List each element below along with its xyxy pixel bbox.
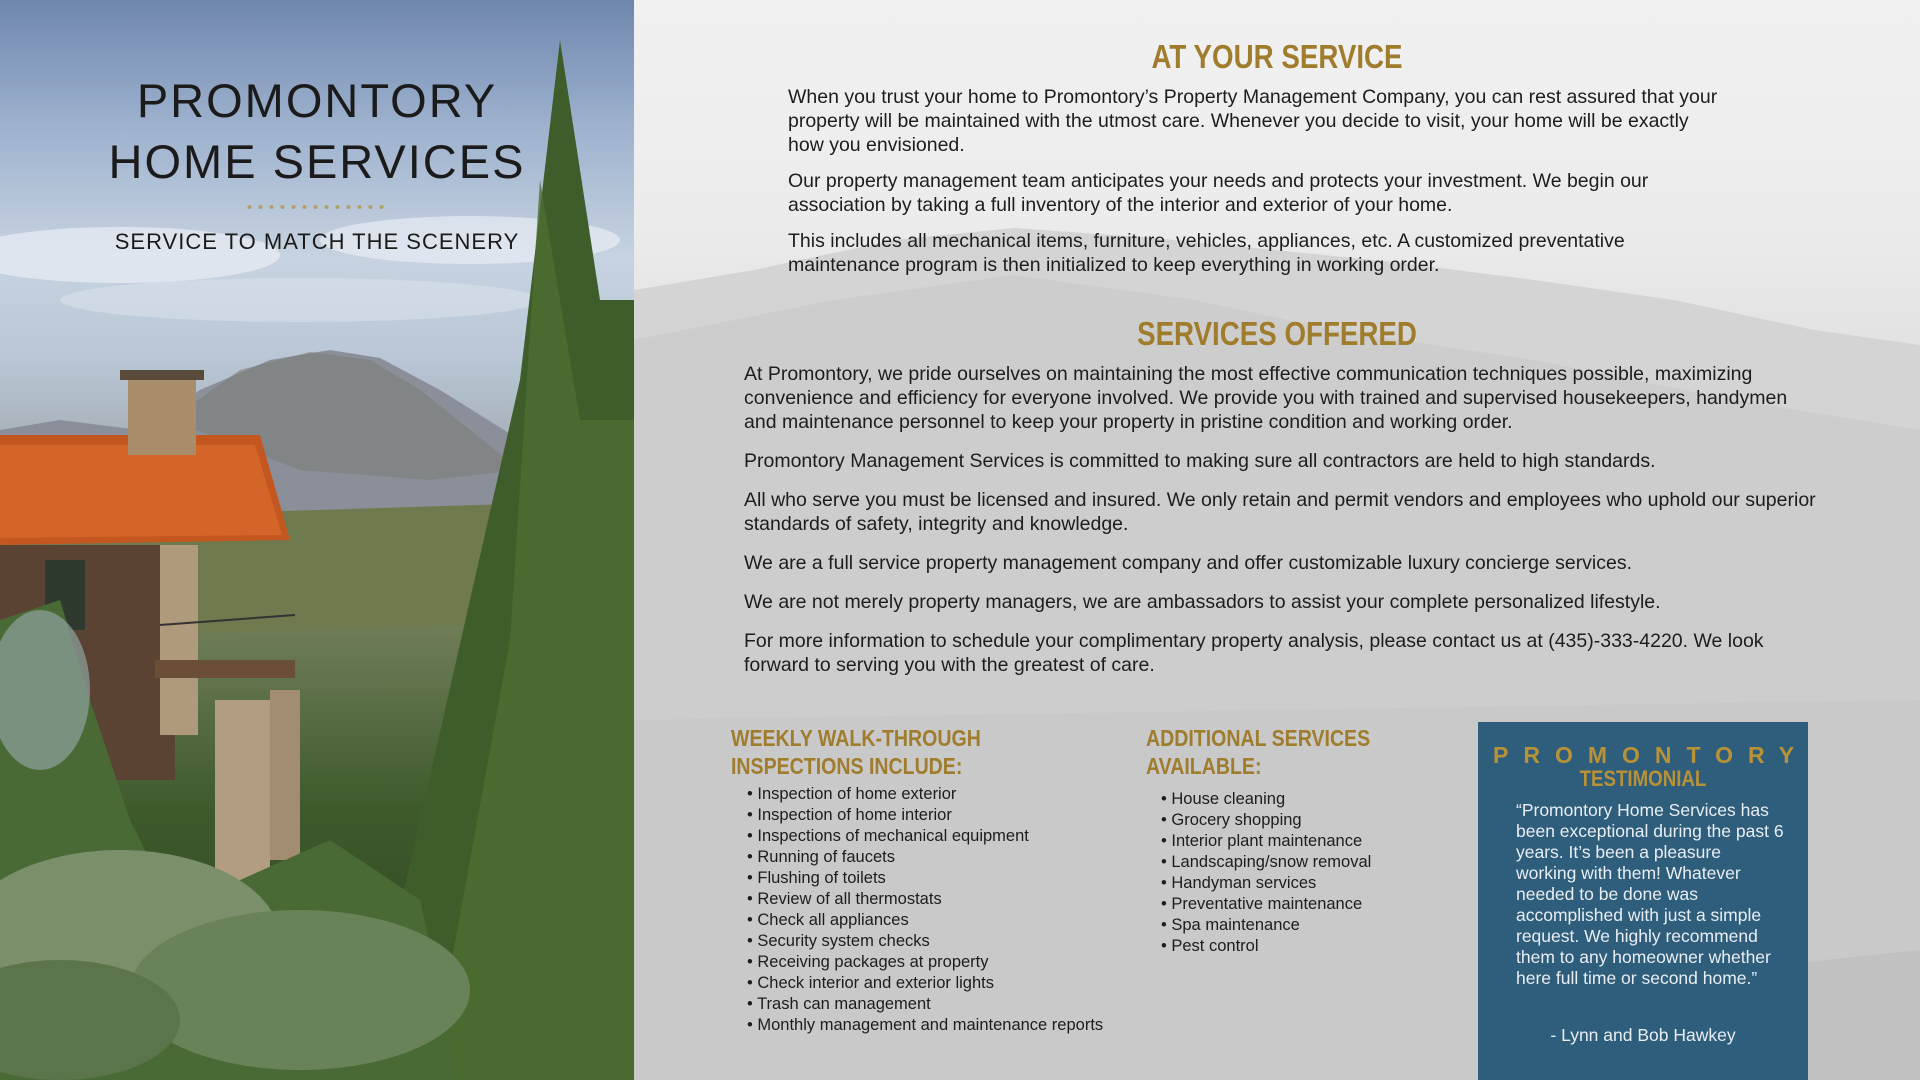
additional-title-line2: AVAILABLE:: [1146, 753, 1262, 779]
service-paragraph: This includes all mechanical items, furniture, vehicles, appliances, etc. A customized preventative maintenance program is then initialized to keep everything in working order.: [788, 230, 1625, 276]
testimonial-box: [1478, 722, 1808, 1080]
content-panel: [634, 0, 1920, 1080]
testimonial-author: - Lynn and Bob Hawkey: [1550, 1025, 1736, 1045]
offered-paragraph: We are not merely property managers, we are ambassadors to assist your complete personalized lifestyle.: [744, 591, 1661, 613]
list-item: • Spa maintenance: [1161, 915, 1461, 936]
brand-title-line1: PROMONTORY: [136, 74, 498, 127]
at-your-service-heading: AT YOUR SERVICE: [1151, 38, 1403, 75]
at-your-service-body: [788, 85, 1728, 289]
testimonial-quote: “Promontory Home Services has been exceptional during the past 6 years. It’s been a pleasure working with them! Whatever needed to be done was accomplished with just a simple request. We highly recommend them to any homeowner whether here full time or second home.”: [1516, 800, 1784, 988]
additional-title-line1: ADDITIONAL SERVICES: [1146, 725, 1371, 751]
additional-services-title: [1146, 724, 1401, 780]
list-item: • Security system checks: [747, 931, 1167, 952]
list-item: • Inspection of home interior: [747, 805, 1167, 826]
list-item: • Check all appliances: [747, 910, 1167, 931]
weekly-title-line2: INSPECTIONS INCLUDE:: [731, 753, 963, 779]
contact-paragraph: For more information to schedule your complimentary property analysis, please contact us at (435)-333-4220. We look forward to serving you with the greatest of care.: [744, 630, 1764, 676]
list-item: • Interior plant maintenance: [1161, 831, 1461, 852]
list-item: • Handyman services: [1161, 873, 1461, 894]
list-item: • Landscaping/snow removal: [1161, 852, 1461, 873]
dotted-divider: [244, 204, 390, 210]
list-item: • Inspection of home exterior: [747, 784, 1167, 805]
offered-paragraph: All who serve you must be licensed and insured. We only retain and permit vendors and employees who uphold our superior standards of safety, integrity and knowledge.: [744, 489, 1816, 535]
service-paragraph: Our property management team anticipates your needs and protects your investment. We begin our association by taking a full inventory of the interior and exterior of your home.: [788, 170, 1649, 216]
hero-photo-panel: [0, 0, 634, 1080]
brand-tagline: SERVICE TO MATCH THE SCENERY: [114, 229, 520, 254]
testimonial-brand: PROMONTORY: [1493, 742, 1810, 768]
weekly-title-line1: WEEKLY WALK-THROUGH: [731, 725, 981, 751]
additional-services-list: [1161, 789, 1461, 957]
brand-title: [0, 70, 634, 192]
list-item: • Pest control: [1161, 936, 1461, 957]
offered-paragraph: Promontory Management Services is committed to making sure all contractors are held to high standards.: [744, 450, 1656, 472]
offered-paragraph: At Promontory, we pride ourselves on maintaining the most effective communication techniques possible, maximizing convenience and efficiency for everyone involved. We provide you with trained and supervised housekeepers, handymen and maintenance personnel to keep your property in pristine condition and working order.: [744, 363, 1788, 433]
list-item: • Running of faucets: [747, 847, 1167, 868]
services-offered-body: [744, 362, 1819, 692]
list-item: • Receiving packages at property: [747, 952, 1167, 973]
list-item: • Check interior and exterior lights: [747, 973, 1167, 994]
list-item: • Preventative maintenance: [1161, 894, 1461, 915]
list-item: • House cleaning: [1161, 789, 1461, 810]
weekly-inspections-list: [747, 784, 1167, 1036]
weekly-inspections-title: [731, 724, 1003, 780]
services-offered-heading: SERVICES OFFERED: [1137, 315, 1417, 352]
list-item: • Trash can management: [747, 994, 1167, 1015]
list-item: • Review of all thermostats: [747, 889, 1167, 910]
testimonial-label: TESTIMONIAL: [1579, 766, 1707, 791]
list-item: • Grocery shopping: [1161, 810, 1461, 831]
list-item: • Inspections of mechanical equipment: [747, 826, 1167, 847]
brand-title-line2: HOME SERVICES: [108, 135, 526, 188]
list-item: • Flushing of toilets: [747, 868, 1167, 889]
offered-paragraph: We are a full service property management company and offer customizable luxury concierge services.: [744, 552, 1633, 574]
list-item: • Monthly management and maintenance reports: [747, 1015, 1167, 1036]
service-paragraph: When you trust your home to Promontory’s Property Management Company, you can rest assured that your property will be maintained with the utmost care. Whenever you decide to visit, your home will be exactly how you envisioned.: [788, 86, 1718, 156]
